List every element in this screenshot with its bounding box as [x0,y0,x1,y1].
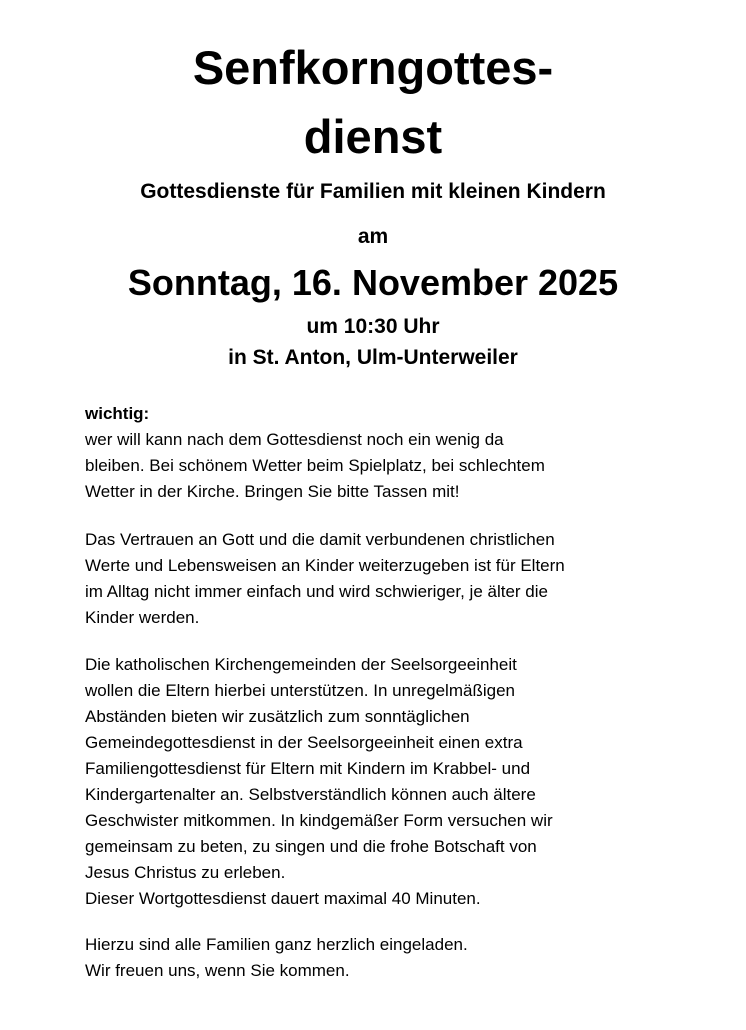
page-title-line-2: dienst [303,110,443,163]
page-title-line-1: Senfkorngottes- [192,41,554,94]
paragraph-line: wollen die Eltern hierbei unterstützen. In unregelmäßigen [85,681,515,700]
paragraph-line: im Alltag nicht immer einfach und wird schwieriger, je älter die [85,582,548,601]
paragraph-line: gemeinsam zu beten, zu singen und die frohe Botschaft von [85,837,537,856]
paragraph-values [85,527,685,631]
paragraph-line: Dieser Wortgottesdienst dauert maximal 40 Minuten. [85,889,481,908]
paragraph-line: Die katholischen Kirchengemeinden der Seelsorgeeinheit [85,655,517,674]
notice-label: wichtig: [85,404,150,423]
paragraph-line: Das Vertrauen an Gott und die damit verbundenen christlichen [85,530,555,549]
date-prefix: am [357,225,389,248]
paragraph-description [85,652,685,912]
event-location: in St. Anton, Ulm-Unterweiler [228,346,518,369]
paragraph-line: Geschwister mitkommen. In kindgemäßer Form versuchen wir [85,811,553,830]
paragraph-line: Familiengottesdienst für Eltern mit Kindern im Krabbel- und [85,759,531,778]
paragraph-line: Abständen bieten wir zusätzlich zum sonntäglichen [85,707,470,726]
paragraph-line: Jesus Christus zu erleben. [85,863,286,882]
closing-section [85,932,685,984]
closing-line: Hierzu sind alle Familien ganz herzlich eingeladen. [85,935,468,954]
event-date: Sonntag, 16. November 2025 [127,262,619,303]
notice-line: Wetter in der Kirche. Bringen Sie bitte Tassen mit! [85,482,460,501]
notice-line: wer will kann nach dem Gottesdienst noch ein wenig da [85,430,504,449]
notice-line: bleiben. Bei schönem Wetter beim Spielplatz, bei schlechtem [85,456,545,475]
subtitle: Gottesdienste für Familien mit kleinen Kindern [140,180,606,203]
closing-line: Wir freuen uns, wenn Sie kommen. [85,961,350,980]
paragraph-line: Kinder werden. [85,608,200,627]
event-time: um 10:30 Uhr [306,315,440,338]
paragraph-line: Gemeindegottesdienst in der Seelsorgeeinheit einen extra [85,733,523,752]
paragraph-line: Kindergartenalter an. Selbstverständlich können auch ältere [85,785,536,804]
paragraph-line: Werte und Lebensweisen an Kinder weiterzugeben ist für Eltern [85,556,565,575]
notice-section [85,401,685,505]
